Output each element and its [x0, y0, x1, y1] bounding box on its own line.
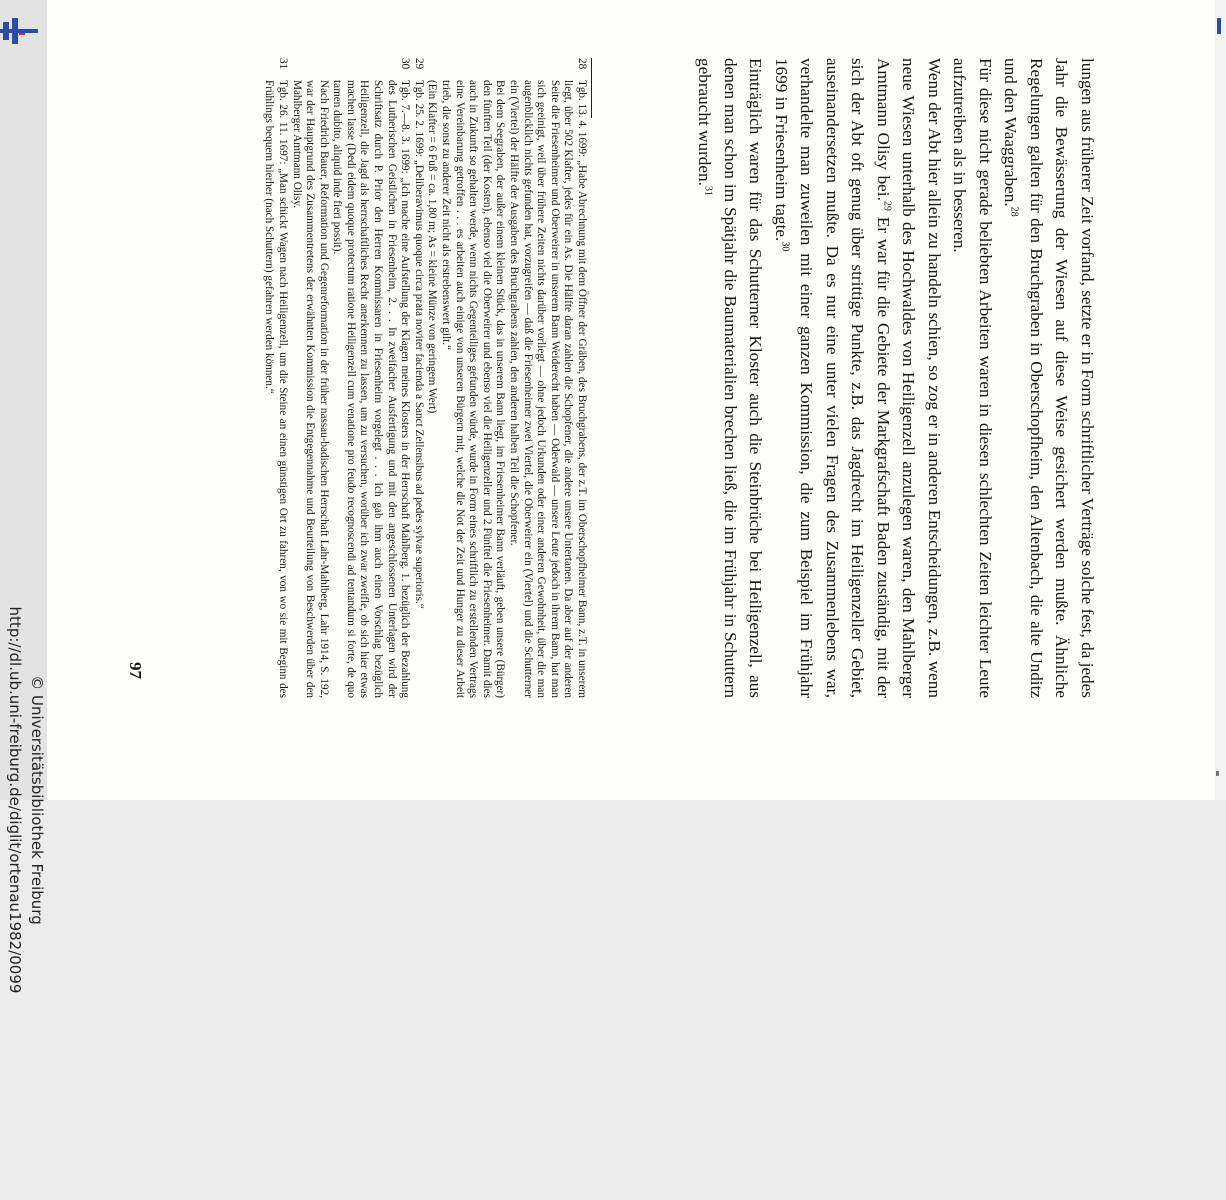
footnote-rule: [591, 58, 592, 118]
page-edge: [1215, 0, 1226, 800]
page-corner-mark: [1216, 771, 1219, 776]
footnote-31: [262, 58, 289, 698]
paragraph: Wenn der Abt hier allein zu handeln schien, so zog er in anderen Entscheidungen, z.B. wenn neue Wiesen unterhalb des Hochwaldes von Heiligenzell anzulegen waren, den Mahlberger Amtmann Olisy bei.$^{29}$ Er war für die Gebiete der Markgrafschaft Baden zuständig, mit der sich der Abt oft genug über strittige Punkte, z.B. das Jagdrecht im Heiligenzeller Gebiet, auseinandersetzen mußte. Da es nur eine unter vielen Fragen des Zusammenlebens war, verhandelte man zuweilen mit einer ganzen Kommission, die zum Beispiel im Frühjahr 1699 in Friesenheim tagte.$^{30}$: [772, 58, 944, 699]
footnote-text: Tgb. 25. 2. 1699: „Deliberavimus quoque circa prata noviter facienda a Sanct Zellensibus ad pedes sylvae superioris.“: [412, 80, 425, 609]
footnote-text: (Ein Klafter = 6 Fuß = ca. 1,80 m; As = kleine Münze von geringem Wert): [426, 80, 439, 414]
footnotes: [262, 58, 588, 698]
scan-url[interactable]: http://dl.ub.uni-freiburg.de/diglit/ortenau1982/0099: [6, 606, 24, 994]
footnote-30: [289, 58, 411, 698]
library-logo-icon[interactable]: [0, 16, 40, 46]
footnote-number: 30: [399, 58, 412, 70]
footnote-text: Tgb. 26. 11. 1697: „Man schickt Wagen nach Heiligenzell, um die Steine an einen günstigen Ort zu fahren, von wo sie mit Beginn des Frühlings bequem hierher (nach Schuttern) gefahren werden können.“: [263, 80, 289, 698]
footnote-text: Tgb. 13. 4. 1699: „Habe Abrechnung mit dem Öffner der Gräben, des Bruchgrabens, der z.T. im Oberschopfheimer Bann, z.T. in unserem liegt, über 502 Klafter, jedes für ein As. Die Hälfte daran zahlen die Schopfener, die andere unsere Untertanen. Da aber auf der anderen Seite die Friesenheimer und Oberweirer in unserem Bann Weiderecht haben — Oderwald — unsere Leute jedoch in ihrem Bann, hat man sich geeinigt, weil über frühere Zeiten nichts darüber vorliegt — ohne jedoch Urkunden oder einer anderen Gewohnheit, über die man augenblicklich nichts gefunden hat, vorzugreifen — daß die Friesenheimer zwei Viertel, die Oberweirer ein (Viertel) und die Schutterner ein (Viertel) der Hälfte der Ausgaben des Bruchgrabens zahlen, den anderen halben Teil die Schopfener.: [508, 80, 588, 698]
footnote-number: 31: [276, 58, 289, 70]
footnote-29: [411, 58, 425, 698]
paragraph: Für diese nicht gerade beliebten Arbeiten waren in diesen schlechten Zeiten leichter Leute aufzutreiben als in besseren.: [950, 58, 995, 698]
main-text: [692, 58, 1100, 698]
footnote-text: Bei dem Seegraben, der außer einem kleinen Stück, das in unserem Bann liegt, im Friesenheimer Bann verläuft, geben unsere (Bürger) den fünften Teil (der Kosten), ebenso viel die Oberweirer und ebenso viel die Heiligenzeller und 2 Fünftel die Friesenheimer. Damit dies auch in Zukunft so gehalten werde, wenn nichts Gegenteiliges gefunden würde, wurde in Form eines schriftlich zu erstellenden Vertrags eine Vereinbarung getroffen . . . es arbeiten auch einige von unseren Bürgern mit, welche die Not der Zeit und Hunger zu dieser Arbeit trieb, die sonst zu anderer Zeit nicht als erstrebenswert gilt.“: [440, 80, 507, 698]
viewer-marker-icon: [1217, 18, 1221, 34]
paragraph: lungen aus früherer Zeit vorfand, setzte er in Form schriftlicher Verträge solche fest, da jedes Jahr die Bewässerung der Wiesen auf diese Weise gesichert werden mußte. Ähnliche Regelungen galten für den Bruchgraben in Oberschopfheim, den Altenbach, die alte Unditz und den Waaggraben.$^{28}$: [1001, 58, 1097, 698]
footnote-number: 28: [576, 58, 588, 70]
rotated-page-content: [20, 58, 1100, 758]
footnote-text: Nach Friedrich Bauer, Reformation und Gegenreformation in der früher nassau-badischen Herrschaft Lahr-Mahlberg, Lahr 1914, S. 192, war der Hauptgrund des Zusammentretens der erwähnten Kommission die Entgegennahme und Beurteilung von Beschwerden über den Mahlberger Amtmann Olisy.: [290, 80, 330, 698]
footnote-text: Tgb. 7.—8. 3. 1699: „Ich mache eine Aufstellung der Klagen meines Klosters in der Herrschaft Mahlberg. 1. bezüglich der Bezahlung des Lutherischen Geistlichen in Friesenheim, 2. . . In zweifacher Ausfertigung und mit den angeschlossenen Unterlagen wird der Schriftsatz durch P. Prior den Herren Kommissaren in Friesenheim vorgelegt . . . Ich gab ihm auch einen Vorschlag bezüglich Heiligenzell, die Jagd als herrschaftliches Recht anerkennen zu lassen, um zu versuchen, worüber ich zwar zweifle, ob sich hier etwas machen lasse (Dedi eidem quoque protectum ratione Heiligenzell cum venatione pro feudo recognoscendi ad tentandum si forte, de quo tamen dubito, aliquid inde fieri possit).: [331, 80, 412, 698]
copyright-notice: © Universitätsbibliothek Freiburg: [28, 675, 46, 925]
page-number: 97: [126, 662, 145, 679]
footnote-number: 29: [412, 58, 425, 70]
footnote-28: [425, 58, 588, 698]
paragraph: Einträglich waren für das Schutterner Kloster auch die Steinbrüche bei Heiligenzell, aus denen man schon im Spätjahr die Baumaterialien brechen ließ, die im Frühjahr in Schuttern gebraucht wurden.$^{31}$: [695, 58, 766, 698]
